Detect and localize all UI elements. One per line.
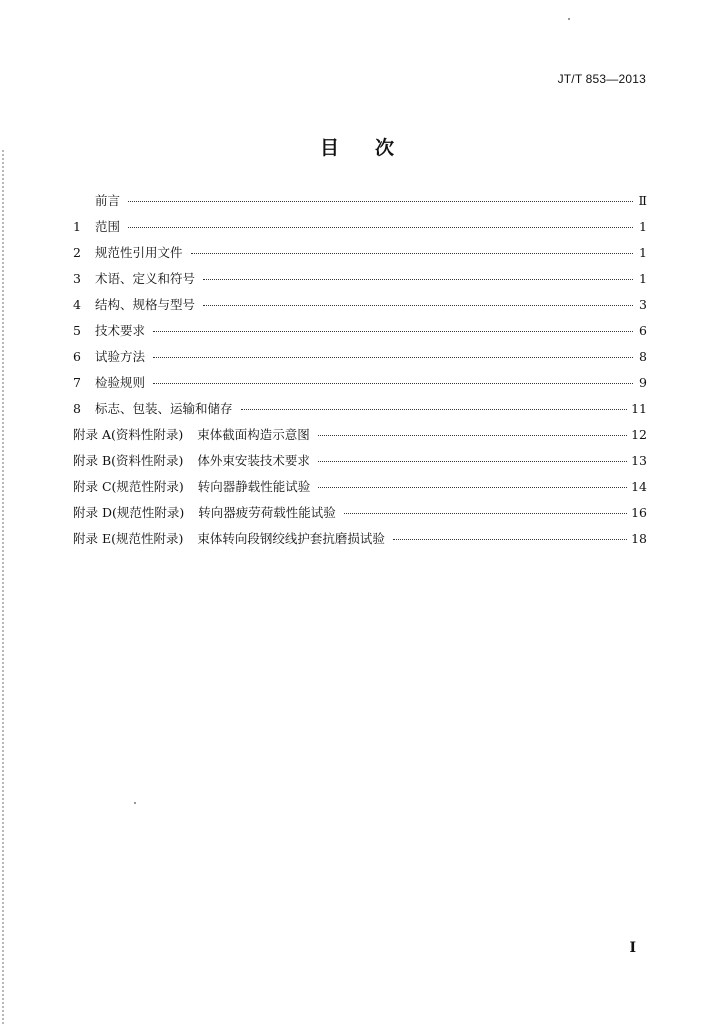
- toc-entry-scope[interactable]: [73, 217, 647, 243]
- toc-entry-title: 规范性引用文件: [95, 245, 183, 260]
- toc-entry-title: 结构、规格与型号: [95, 297, 196, 312]
- toc-entry-number: 附录 A(资料性附录): [73, 427, 184, 442]
- toc-entry-number: 4: [73, 297, 81, 312]
- toc-entry-number: 附录 C(规范性附录): [73, 479, 184, 494]
- table-of-contents: [73, 191, 647, 555]
- dot-leader: [153, 356, 633, 358]
- dot-leader: [203, 304, 633, 306]
- toc-entry-page: 1: [639, 245, 647, 260]
- page-number: I: [629, 940, 636, 956]
- toc-entry-number: 8: [73, 401, 81, 416]
- toc-entry-terms-definitions[interactable]: [73, 269, 647, 295]
- toc-entry-page: 1: [639, 271, 647, 286]
- toc-entry-appendix-d[interactable]: [73, 503, 647, 529]
- toc-entry-title: 术语、定义和符号: [95, 271, 196, 286]
- page-title: 目次: [319, 137, 430, 159]
- toc-entry-number: 6: [73, 349, 81, 364]
- toc-entry-page: 13: [631, 453, 647, 468]
- toc-entry-page: 6: [639, 323, 647, 338]
- toc-entry-title: 标志、包装、运输和储存: [95, 401, 233, 416]
- dot-leader: [318, 486, 627, 488]
- toc-entry-normative-references[interactable]: [73, 243, 647, 269]
- toc-entry-number: 附录 E(规范性附录): [73, 531, 184, 546]
- toc-entry-number: 附录 D(规范性附录): [73, 505, 185, 520]
- toc-entry-foreword[interactable]: [73, 191, 647, 217]
- toc-entry-title: 转向器静载性能试验: [197, 479, 311, 494]
- toc-entry-appendix-b[interactable]: [73, 451, 647, 477]
- dot-leader: [241, 408, 628, 410]
- toc-entry-number: 2: [73, 245, 81, 260]
- toc-entry-number: 3: [73, 271, 81, 286]
- toc-entry-title: 范围: [95, 219, 121, 234]
- toc-entry-number: 7: [73, 375, 81, 390]
- toc-entry-technical-requirements[interactable]: [73, 321, 647, 347]
- toc-entry-number: 1: [73, 219, 81, 234]
- dot-leader: [393, 538, 627, 540]
- dot-leader: [153, 330, 633, 332]
- toc-entry-title: 束体截面构造示意图: [197, 427, 310, 442]
- toc-entry-page: 16: [631, 505, 647, 520]
- toc-entry-number: 附录 B(资料性附录): [73, 453, 184, 468]
- toc-entry-title: 技术要求: [95, 323, 146, 338]
- scan-speck: [568, 18, 570, 20]
- toc-entry-title: 体外束安装技术要求: [197, 453, 310, 468]
- toc-entry-marking-packaging[interactable]: [73, 399, 647, 425]
- toc-entry-appendix-c[interactable]: [73, 477, 647, 503]
- toc-entry-inspection-rules[interactable]: [73, 373, 647, 399]
- toc-entry-title: 束体转向段钢绞线护套抗磨损试验: [197, 531, 385, 546]
- dot-leader: [191, 252, 633, 254]
- toc-entry-page: 8: [639, 349, 647, 364]
- toc-entry-page: Ⅱ: [638, 193, 647, 208]
- toc-entry-page: 12: [631, 427, 647, 442]
- binding-edge: [2, 150, 4, 1024]
- toc-entry-test-methods[interactable]: [73, 347, 647, 373]
- toc-entry-appendix-e[interactable]: [73, 529, 647, 555]
- toc-entry-page: 14: [631, 479, 647, 494]
- toc-entry-page: 11: [631, 401, 647, 416]
- dot-leader: [128, 200, 633, 202]
- toc-entry-number: 5: [73, 323, 81, 338]
- toc-entry-page: 3: [639, 297, 647, 312]
- toc-entry-structure-specs[interactable]: [73, 295, 647, 321]
- toc-entry-title: 检验规则: [95, 375, 146, 390]
- toc-entry-appendix-a[interactable]: [73, 425, 647, 451]
- toc-entry-title: 转向器疲劳荷载性能试验: [198, 505, 336, 520]
- toc-entry-title: 试验方法: [95, 349, 146, 364]
- toc-entry-page: 9: [639, 375, 647, 390]
- dot-leader: [128, 226, 633, 228]
- dot-leader: [203, 278, 633, 280]
- dot-leader: [318, 460, 627, 462]
- scan-speck: [134, 802, 136, 804]
- dot-leader: [344, 512, 627, 514]
- dot-leader: [153, 382, 633, 384]
- dot-leader: [318, 434, 627, 436]
- toc-entry-title: 前言: [95, 193, 121, 208]
- toc-entry-page: 18: [631, 531, 647, 546]
- document-code: JT/T 853—2013: [557, 72, 646, 86]
- toc-entry-page: 1: [639, 219, 647, 234]
